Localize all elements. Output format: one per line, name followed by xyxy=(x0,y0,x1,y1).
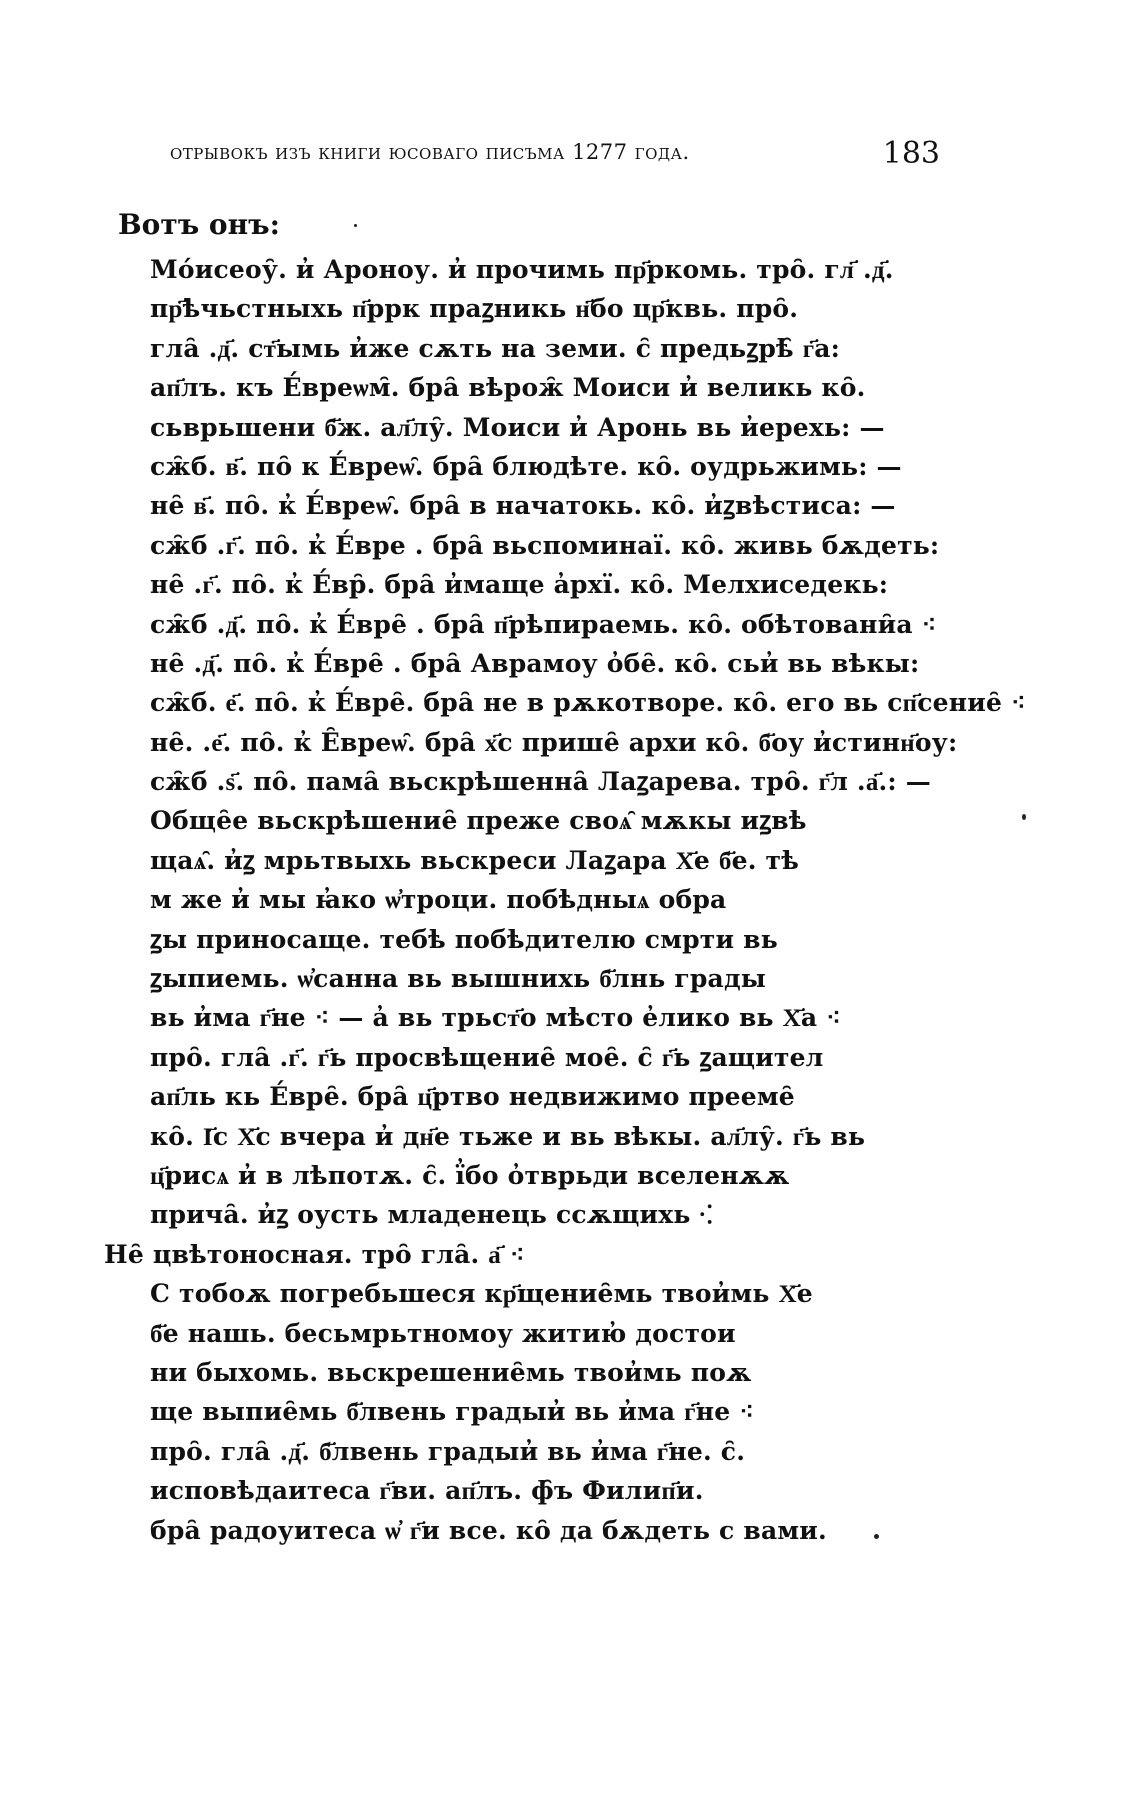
text-line-10: сж̑б .д҃. по̑. к̓ Е́вре̑ . бра̑ п҃рѣпираемь. ко̑. обѣтовани̑а ⁖ xyxy=(150,609,937,639)
intro-line: Вотъ онъ: xyxy=(118,208,280,241)
text-line-1: Мо́исеоу̑. и̓ Ароноу. и̓ прочимь пр҃ркомь. тро̑. гл҃ .д҃. xyxy=(150,255,894,284)
text-line-30: ще выпие̑мь б҃лвень градыи̓ вь и̓ма г҃не ⁖ xyxy=(150,1397,755,1427)
page-number: 183 xyxy=(882,136,940,171)
text-line-23: ко̑. І҃с Х҃с вчера и̓ дн҃е тьже и вь вѣкы. ал҃лу̑. г҃ь вь xyxy=(150,1121,866,1151)
text-line-15: Обще̑е вьскрѣшение̑ преже своѧ̑ мѫкы иꙁвѣ xyxy=(150,806,807,836)
text-line-12: сж̑б. е҃. по̑. к̓ Е́вре̑. бра̑ не в рѫкотворе. ко̑. его вь сп҃сение̑ ⁖ xyxy=(150,688,1026,718)
text-line-21: про̑. гла̑ .г҃. г҃ь просвѣщение̑ мое̑. с̑ г҃ь ꙁащител xyxy=(150,1042,824,1072)
text-line-6: сж̑б. в҃. по̑ к Е́вреѡ̑. бра̑ блюдѣте. ко̑. оудрьжимь: — xyxy=(150,451,902,481)
text-line-24: ц҃рисѧ и̓ в лѣпотѫ. с̑. ї̓бо о̓тврьди вселенѫѫ xyxy=(150,1160,790,1190)
text-line-18: ꙁы приносаще. тебѣ побѣдителю смрти вь xyxy=(150,924,778,954)
body-text xyxy=(104,250,1026,1550)
text-line-16: щаѧ̑. и̓ꙁ мрьтвыхь вьскреси Лаꙁара Х҃е б҃е. тѣ xyxy=(150,845,799,875)
running-title: отрывокъ изъ книги юсоваго писъма 1277 года. xyxy=(170,140,690,164)
running-head xyxy=(170,136,940,180)
text-line-8: сж̑б .г҃. по̑. к̓ Е́вре . бра̑ вьспоминаї. ко̑. живь бѫдеть: xyxy=(150,530,940,560)
print-speck xyxy=(354,224,357,227)
text-line-17: м же и̓ мы ꙗ̓ко ѡ̓троци. побѣдныѧ обра xyxy=(150,885,727,915)
print-speck xyxy=(1022,814,1026,820)
text-line-25: прича̑. и̓ꙁ оусть младенець ссѫщихь ⁖ xyxy=(150,1200,713,1230)
print-speck xyxy=(874,1534,879,1539)
text-line-9: не̑ .г҃. по̑. к̓ Е́вр̑. бра̑ и̓маще а̓рхї. ко̑. Мелхиседекь: xyxy=(150,570,889,600)
text-line-14: сж̑б .ѕ҃. по̑. пама̑ вьскрѣшенна̑ Лаꙁарева. тро̑. г҃л .а҃.: — xyxy=(150,767,931,797)
text-line-26: Не̑ цвѣтоносная. тро̑ гла̑. а҃ ⁖ xyxy=(104,1239,525,1269)
text-line-22: ап҃ль кь Е́вре̑. бра̑ ц҃ртво недвижимо прееме̑ xyxy=(150,1082,795,1112)
text-line-20: вь и̓ма г҃не ⁖ — а̓ вь трьст҃о мѣсто е̓лико вь Х҃а ⁖ xyxy=(150,1003,842,1033)
text-line-27: С тобоѫ погребьшеся кр҃щение̑мь твои̓мь Х҃е xyxy=(150,1279,813,1309)
text-line-7: не̑ в҃. по̑. к̓ Е́вреѡ̑. бра̑ в начатокь. ко̑. и̓ꙁвѣстиса: — xyxy=(150,491,896,521)
text-line-3: гла̑ .д҃. ст҃ымь и̓же сѫть на земи. с̑ предьꙁрѣ̑ г҃а: xyxy=(150,333,841,363)
text-line-33: бра̑ радоуитеса ѡ̓ г҃и все. ко̑ да бѫдеть с вами. xyxy=(150,1515,827,1545)
text-line-5: сьврьшени б҃ж. ал҃лу̑. Моиси и̓ Аронь вь и̓ерехь: — xyxy=(150,412,885,442)
text-line-11: не̑ .д҃. по̑. к̓ Е́вре̑ . бра̑ Аврамоу о̓бе̑. ко̑. сьи̓ вь вѣкы: xyxy=(150,648,920,678)
text-line-32: исповѣдаитеса г҃ви. ап҃лъ. ф̑ъ Филип҃и. xyxy=(150,1476,704,1506)
text-line-4: ап҃лъ. къ Е́вреѡм̑. бра̑ вѣрож̑ Моиси и̓ великь ко̑. xyxy=(150,373,866,403)
text-line-2: пр҃ѣчьстныхь п҃ррк праꙁникь н҃бо цр҃квь. про̑. xyxy=(150,294,799,324)
text-line-31: про̑. гла̑ .д҃. б҃лвень градыи̓ вь и̓ма г҃не. с̑. xyxy=(150,1436,746,1466)
text-line-29: ни быхомь. вьскрешение̑мь твои̓мь поѫ xyxy=(150,1357,752,1387)
text-line-19: ꙁыпиемь. ѡ̓санна вь вышнихь б҃лнь грады xyxy=(150,964,767,994)
text-line-28: б҃е нашь. бесьмрьтномоу житию̓ достои xyxy=(150,1318,736,1348)
text-line-13: не̑. .е҃. по̑. к̓ Е̑вреѡ̑. бра̑ х҃с прише̑ архи ко̑. б҃оу и̓стинн҃оу: xyxy=(150,727,958,757)
